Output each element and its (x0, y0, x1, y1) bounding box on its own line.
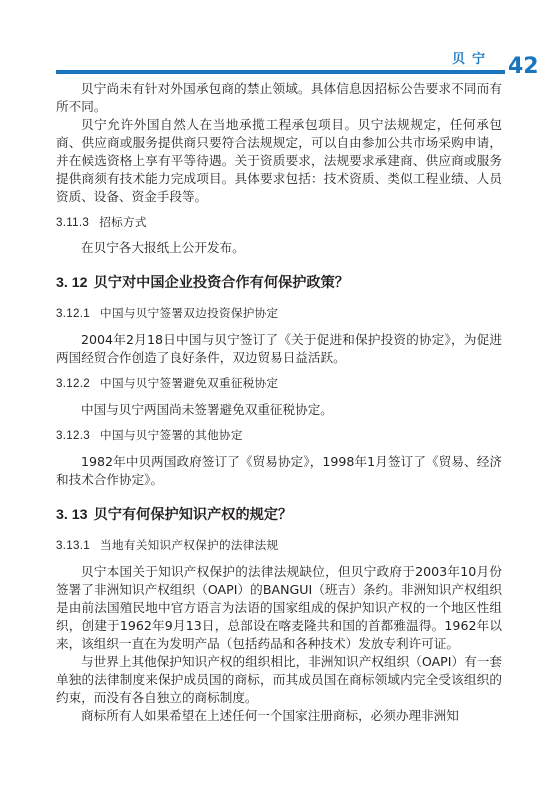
section-number: 3. 13 (56, 507, 88, 523)
page-number: 42 (508, 54, 539, 79)
subsection-number: 3.11.3 (56, 216, 90, 229)
header-rule (56, 70, 505, 74)
paragraph: 在贝宁各大报纸上公开发布。 (81, 240, 245, 255)
section-number: 3. 12 (56, 275, 88, 291)
subsection-number: 3.12.2 (56, 377, 91, 390)
subsection-number: 3.13.1 (56, 539, 91, 552)
subsection-title: 招标方式 (99, 215, 147, 229)
subsection-heading (56, 537, 502, 554)
subsection-heading (56, 305, 502, 322)
paragraph: 商标所有人如果希望在上述任何一个国家注册商标，必须办理非洲知 (81, 708, 459, 723)
paragraph: 贝宁本国关于知识产权保护的法律法规缺位，但贝宁政府于2003年10月份签署了非洲知识产权组织（OAPI）的BANGUI（班吉）条约。非洲知识产权组织是由前法国殖民地中官方语言为法语的国家组成的保护知识产权的一个地区性组织，创建于1962年9月13日，总部设在喀麦隆共和国的首都雅温得。1962年以来，该组织一直在为发明产品（包括药品和各种技术）发放专利许可证。 (56, 564, 502, 651)
subsection-heading (56, 214, 502, 231)
page-body (56, 80, 502, 725)
paragraph: 中国与贝宁两国尚未签署避免双重征税协定。 (81, 402, 333, 417)
paragraph: 1982年中贝两国政府签订了《贸易协定》，1998年1月签订了《贸易、经济和技术合作协定》。 (56, 454, 502, 487)
subsection-title: 中国与贝宁签署双边投资保护协定 (100, 306, 279, 320)
subsection-number: 3.12.1 (56, 307, 91, 320)
paragraph: 贝宁尚未有针对外国承包商的禁止领域。具体信息因招标公告要求不同而有所不同。 (56, 81, 502, 114)
subsection-heading (56, 375, 502, 392)
running-header-country: 贝宁 (452, 52, 493, 67)
subsection-number: 3.12.3 (56, 429, 91, 442)
subsection-title: 当地有关知识产权保护的法律法规 (100, 538, 279, 552)
paragraph: 2004年2月18日中国与贝宁签订了《关于促进和保护投资的协定》，为促进两国经贸合作创造了良好条件，双边贸易日益活跃。 (56, 332, 502, 365)
section-title: 贝宁有何保护知识产权的规定？ (93, 507, 293, 523)
section-heading (56, 273, 502, 293)
paragraph: 贝宁允许外国自然人在当地承揽工程承包项目。贝宁法规规定，任何承包商、供应商或服务提供商只要符合法规规定，可以自由参加公共市场采购申请，并在候选资格上享有平等待遇。关于资质要求，法规要求承建商、供应商或服务提供商须有技术能力完成项目。具体要求包括：技术资质、类似工程业绩、人员资质、设备、资金手段等。 (56, 117, 502, 204)
section-heading (56, 505, 502, 525)
subsection-title: 中国与贝宁签署避免双重征税协定 (100, 376, 279, 390)
paragraph: 与世界上其他保护知识产权的组织相比，非洲知识产权组织（OAPI）有一套单独的法律制度来保护成员国的商标，而其成员国在商标领域内完全受该组织的约束，而没有各自独立的商标制度。 (56, 654, 502, 705)
section-title: 贝宁对中国企业投资合作有何保护政策？ (93, 275, 349, 291)
subsection-heading (56, 427, 502, 444)
subsection-title: 中国与贝宁签署的其他协定 (100, 428, 243, 442)
